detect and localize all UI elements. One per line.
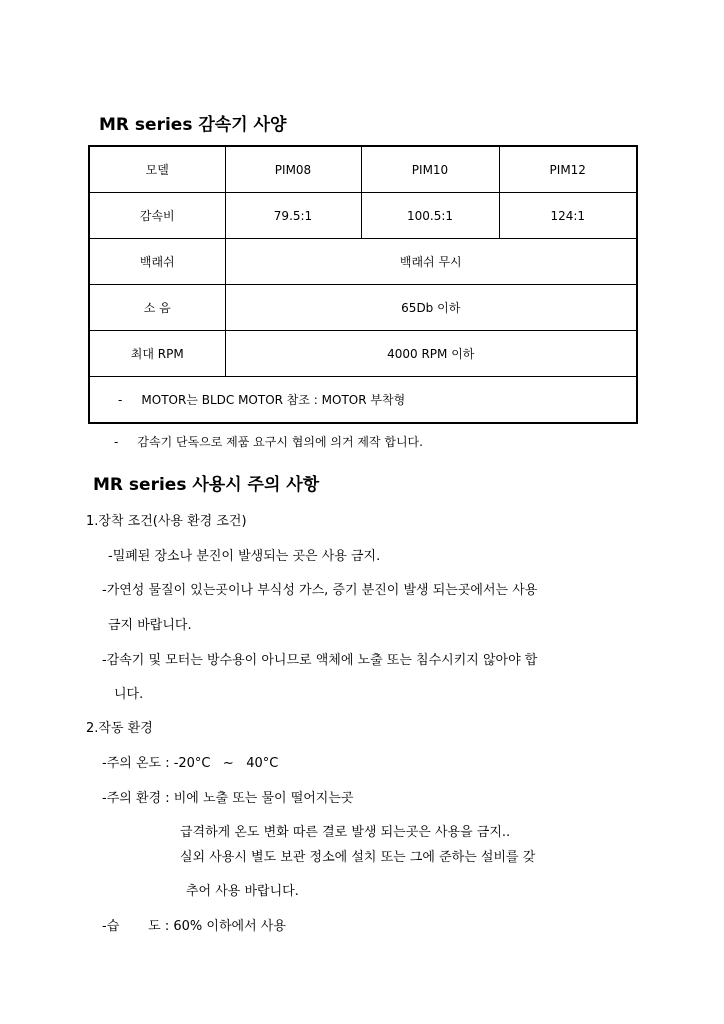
table-row	[89, 331, 637, 377]
spec-title: MR series 감속기 사양	[99, 115, 287, 135]
rpm-label: 최대 RPM	[89, 331, 225, 377]
operation-env: -주의 환경 : 비에 노출 또는 물이 떨어지는곳	[102, 791, 354, 806]
caution-title: MR series 사용시 주의 사항	[93, 475, 320, 495]
ratio-pim08: 79.5:1	[225, 193, 361, 239]
ratio-pim12: 124:1	[499, 193, 637, 239]
table-row	[89, 285, 637, 331]
install-line-2a: -가연성 물질이 있는곳이나 부식성 가스, 증기 분진이 발생 되는곳에서는 사용	[102, 583, 538, 598]
table-row	[89, 377, 637, 424]
operation-humidity: -습 도 : 60% 이하에서 사용	[102, 919, 286, 934]
install-line-3a: -감속기 및 모터는 방수용이 아니므로 액체에 노출 또는 침수시키지 않아야 합	[102, 653, 538, 668]
noise-label: 소 음	[89, 285, 225, 331]
operation-heading: 2.작동 환경	[86, 721, 153, 736]
header-pim08: PIM08	[225, 146, 361, 193]
operation-env-line-1: 급격하게 온도 변화 따른 결로 발생 되는곳은 사용을 금지..	[180, 825, 511, 840]
spec-table	[88, 145, 638, 424]
header-pim10: PIM10	[361, 146, 499, 193]
rpm-value: 4000 RPM 이하	[225, 331, 637, 377]
backlash-label: 백래쉬	[89, 239, 225, 285]
operation-temp: -주의 온도 : -20°C ~ 40°C	[102, 756, 279, 771]
ratio-label: 감속비	[89, 193, 225, 239]
install-line-1: -밀폐된 장소나 분진이 발생되는 곳은 사용 금지.	[108, 549, 381, 564]
install-line-3b: 니다.	[114, 687, 144, 702]
header-pim12: PIM12	[499, 146, 637, 193]
table-row	[89, 146, 637, 193]
operation-env-line-3: 추어 사용 바랍니다.	[186, 884, 299, 899]
ratio-pim10: 100.5:1	[361, 193, 499, 239]
operation-env-line-2: 실외 사용시 별도 보관 정소에 설치 또는 그에 준하는 설비를 갖	[180, 850, 536, 865]
install-heading: 1.장착 조건(사용 환경 조건)	[86, 514, 247, 529]
table-row	[89, 239, 637, 285]
table-row	[89, 193, 637, 239]
motor-note: - MOTOR는 BLDC MOTOR 참조 : MOTOR 부착형	[89, 377, 637, 424]
noise-value: 65Db 이하	[225, 285, 637, 331]
backlash-value: 백래쉬 무시	[225, 239, 637, 285]
header-model: 모델	[89, 146, 225, 193]
spec-footnote: - 감속기 단독으로 제품 요구시 협의에 의거 제작 합니다.	[114, 435, 423, 449]
install-line-2b: 금지 바랍니다.	[108, 618, 192, 633]
